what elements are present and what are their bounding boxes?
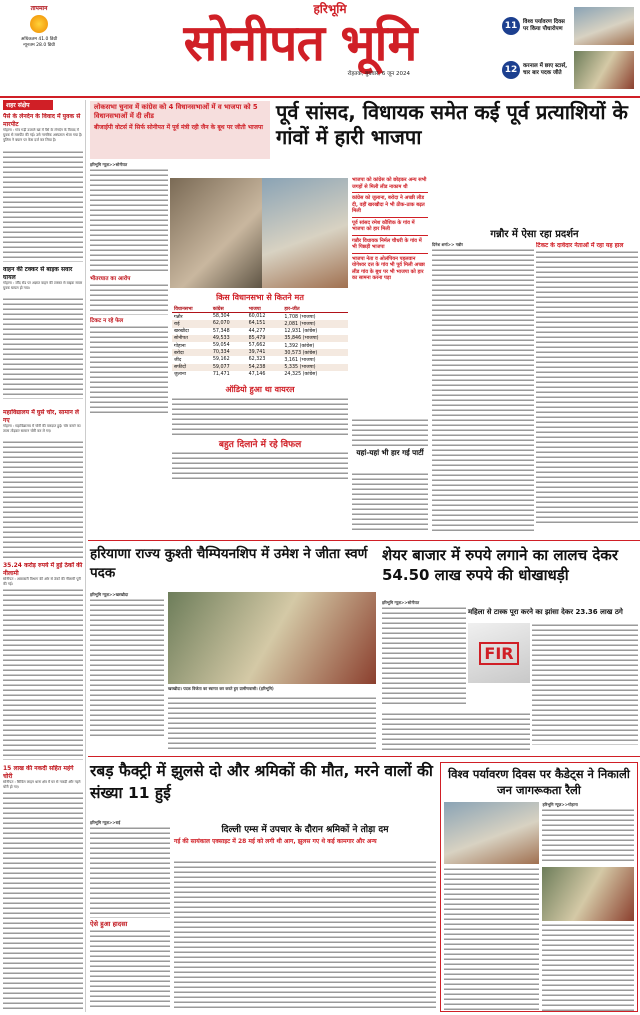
table-cell: 64,151 [247,320,283,327]
rubber-text [90,820,170,1010]
fraud-lines-2 [532,623,638,745]
table-cell: 3,161 (भाजपा) [284,357,316,363]
rubber-byline: हरिभूमि न्यूज़>>राई [90,820,121,825]
rubber-subhead-2: ऐसे हुआ हादसा [90,920,128,928]
environment-lines [542,808,634,864]
brief-body: सोनीपत : आबकारी विभाग की ओर से ठेकों की नीलामी पूरी की गई। [3,577,81,587]
table-cell: जींद [174,357,182,363]
table-cell: 59,077 [211,364,247,371]
table-row [172,349,348,356]
brief-body: गोहाना : जींद रोड पर अज्ञात वाहन की टक्कर से बाइक सवार युवक घायल हो गया। [3,281,83,291]
wrestling-caption: खरखौदा। पदक विजेता का स्वागत कर करते हुए ग्रामीणवासी। (हरिभूमि) [168,686,274,691]
rubber-pointer: गई की सायंकाल एक्साइट में 28 मई को लगी थी आग, झुलस गए थे कई कामगार और अन्य [174,838,377,845]
ganaur-head: गन्नौर में ऐसा रहा प्रदर्शन [490,229,579,240]
wrestling-lines-2 [168,696,376,752]
wrestling-headline: हरियाणा राज्य कुश्ती चैम्पियनशिप में उमेश ने जीता स्वर्ण पदक [90,546,368,581]
fir-graphic [468,623,530,683]
masthead-title: सोनीपत भूमि [183,13,417,72]
teaser-1-page: 11 [502,17,520,35]
ganaur-lines [432,248,534,533]
fraud-lines-3 [382,712,530,750]
rubber-subhead: दिल्ली एम्स में उपचार के दौरान श्रमिकों ने तोड़ा दम [221,825,389,835]
table-cell: 2,081 (भाजपा) [282,320,348,327]
teaser-2[interactable] [502,50,636,90]
teaser-2-photo [574,51,634,89]
brief-item [3,409,83,559]
table-cell: 71,471 [212,371,230,377]
table-cell: 60,012 [248,314,266,320]
table-cell: 85,479 [247,335,283,342]
brief-body: गोहाना : गांव गढ़ी उजाले खां में पैसे के लेनदेन के विवाद में युवक से मारपीट की गई। उसे नागरिक अस्पताल भेजा गया है। पुलिस ने बयान पर केस दर्ज कर लिया है। [3,128,83,143]
brief-body-lines [3,150,83,262]
results-table-header: हार-जीत [282,305,348,313]
lead-kicker-2: बीजाईपी वोटर्स में सिर्फ सोनीपत में पूर्व मंत्री रही जैन के बूथ पर जीती भाजपा [94,124,263,131]
results-table [172,305,348,378]
lead-bullet: कांग्रेस को जुलाना, बरोदा ने अच्छी लीड दी, वहीं खरखौदा ने भी ठीक-ठाक बढ़त मिली [352,193,428,218]
brief-title: 15 लाख की नकदी सहित महंगे चोरी [3,765,74,780]
fraud-text [382,600,466,710]
lead-body-lines [90,283,168,315]
brief-item [3,562,83,762]
rubber-headline: रबड़ फैक्ट्री में झुलसे दो और श्रमिकों की मौत, मरने वालों की संख्या 11 हुई [90,762,433,802]
lead-photo-1 [170,178,262,288]
rubber-lines-2 [174,860,436,1010]
left-column [3,100,86,1012]
brief-title: महाविद्यालय में घुसे चोर, सामान ले गए [3,409,79,424]
lead-kicker-1: लोकसभा चुनाव में कांग्रेस को 4 विधानसभाओं में व भाजपा को 5 विधानसभाओं में दी लीड [94,103,258,120]
lead-left-text [90,162,168,424]
results-table-header: कांग्रेस [211,305,247,313]
brief-title: वाहन की टक्कर से बाइक सवार घायल [3,266,73,281]
left-column-header: शहर संक्षेप [3,100,53,110]
table-cell: 5,335 (भाजपा) [282,364,348,371]
environment-headline: विश्व पर्यावरण दिवस पर कैडेट्स ने निकाली जन जागरूकता रैली [448,767,630,797]
table-row [172,356,348,363]
yaha-lines [352,472,428,532]
lead-bullet: गन्नौर विधायक निर्मल चौधरी के गांव में भी पिछड़ी भाजपा [352,236,428,254]
table-cell: 57,348 [212,328,230,334]
table-cell: सोनीपत [172,335,211,342]
section-rule [88,540,640,541]
temp-max: अधिकतम 41.0 डिग्री [20,37,58,42]
section-rule-2 [88,756,640,757]
brief-item [3,113,83,263]
table-cell: 58,304 [212,314,230,320]
teaser-1-text: विश्व पर्यावरण दिवस पर किया पौधारोपण [523,19,565,32]
right-sidebar-lines [536,250,638,525]
brief-body-lines [3,297,83,399]
table-cell: सफीदों [172,364,211,371]
lead-bullets [352,176,428,416]
table-cell: 39,741 [247,349,283,356]
masthead [120,0,480,78]
brief-title: पैसे के लेनदेन के विवाद में युवक से मारपीट [3,113,81,128]
table-cell: 59,054 [212,343,230,349]
brief-item [3,765,83,1015]
lead-photo-2 [262,178,348,288]
brief-body-lines [3,791,83,1011]
table-row [172,313,348,321]
lead-subhead-2: टिकट न रहे फेल [90,318,124,324]
environment-box [440,762,638,1012]
table-row [172,342,348,349]
brief-title: 35.24 करोड़ रुपये में हुई ठेकों की नीलामी [3,562,83,577]
table-cell: 1,392 (कांग्रेस) [284,343,315,349]
table-row [172,328,348,335]
lead-body-lines [90,168,168,273]
lead-subhead-1: भीतरघात का आरोप [90,276,131,282]
fraud-byline: हरिभूमि न्यूज़>>सोनीपत [382,600,420,605]
lead-bullet: पूर्व सांसद रमेश कौशिक के गांव में भाजपा को हार मिली [352,218,428,236]
lead-bullet: भाजपा नेता व ओलंपियन पहलवान योगेश्वर दत्त के गांव भी पूर्व मिली अच्छा लीड गांव के बूथ पर भी भाजपा को हार का सामना करना पड़ा [352,255,425,281]
table-cell: खरखौदा [174,329,189,335]
table-cell: 59,162 [212,357,230,363]
table-cell: राई [172,320,211,327]
teaser-1[interactable] [502,6,636,46]
lead-byline: हरिभूमि न्यूज़>>सोनीपत [90,162,128,167]
table-cell: 1,708 (भाजपा) [284,314,316,320]
table-row [172,335,348,342]
right-sidebar-head: टिकट के दावेदार नेताओं में रहा यह हाल [536,242,624,249]
ganaur-byline: दिनेश शर्मा>> गन्नौर [432,242,463,247]
results-table-box [172,292,348,382]
table-cell: जुलाना [174,372,186,378]
environment-photo-2 [542,867,634,921]
teaser-2-page: 12 [502,61,520,79]
wrestling-text [90,592,164,742]
teaser-1-photo [574,7,634,45]
rubber-lines [90,826,170,918]
fraud-lines [382,606,466,706]
brief-item [3,266,83,406]
weather-box [4,4,74,56]
table-cell: गन्नौर [174,314,183,320]
lead-mid-lines [352,418,428,446]
right-sidebar [536,242,638,537]
table-row [172,320,348,327]
lead-headline: पूर्व सांसद, विधायक समेत कई पूर्व प्रत्याशियों के गांवों में हारी भाजपा [276,100,628,149]
temp-min: न्यूनतम 28.0 डिग्री [23,43,55,48]
lead-subhead-audio: ऑडियो हुआ था वायरल [225,385,295,394]
table-row [172,371,348,378]
table-cell: गोहाना [174,343,186,349]
yaha-head: यहां-यहां भी हार गई पार्टी [356,448,424,457]
teaser-2-text: करनाल में छाए स्टार्स, चार बार पदक जीते [523,63,568,76]
table-cell: 70,334 [211,349,247,356]
environment-byline: हरिभूमि न्यूज़>>गोहाना [542,802,578,807]
wrestling-byline: हरिभूमि न्यूज़>>खरखौदा [90,592,128,597]
environment-lines-2 [444,867,539,1011]
wrestling-photo [168,592,376,684]
table-cell: 24,325 (कांग्रेस) [284,372,318,378]
table-cell: 30,573 (कांग्रेस) [282,349,348,356]
lead-audio-lines [172,397,348,435]
brief-body: सोनीपत : सिविल लाइन थाना क्षेत्र में घर से नकदी और गहने चोरी हो गए। [3,780,81,790]
table-cell: 49,533 [211,335,247,342]
lead-failed-lines [172,451,348,479]
table-cell: 62,323 [248,357,266,363]
table-cell: 57,662 [248,343,266,349]
sun-icon [30,15,48,33]
masthead-rule [0,96,640,98]
table-cell: 44,277 [248,328,266,334]
dateline: रोहतक, बुधवार, 6 जून 2024 [347,71,410,77]
fir-label: FIR [479,642,518,665]
results-table-title: किस विधानसभा से कितने मत [216,293,304,302]
brief-body-lines [3,440,83,558]
results-table-header: विधानसभा [172,305,211,313]
lead-subhead-failed: बहुत दिलाने में रहे विफल [218,440,302,450]
table-cell: 47,146 [248,371,266,377]
results-table-header: भाजपा [247,305,283,313]
environment-photo [444,802,539,864]
ganaur-column [432,242,534,537]
table-cell: बरोदा [172,349,211,356]
table-cell: 35,846 (भाजपा) [282,335,348,342]
table-cell: 12,931 (कांग्रेस) [284,329,318,335]
wrestling-lines [90,598,164,738]
brief-body: गोहाना : महाविद्यालय में चोरी की वारदात हुई। चोर कमरे का ताला तोड़कर सामान चोरी कर ले गए। [3,424,81,434]
table-row [172,364,348,371]
lead-bullet: भाजपा को कांग्रेस को छोड़कर अन्य सभी जगहों से मिली लीड नाकाम थी [352,176,428,193]
lead-pink-box [90,101,270,159]
table-cell: 54,238 [247,364,283,371]
lead-body-lines [90,325,168,415]
brand-small: हरिभूमि [313,2,347,16]
brief-body-lines [3,588,83,760]
rubber-lines [90,929,170,1009]
environment-lines-3 [542,923,634,1011]
table-cell: 62,070 [211,320,247,327]
weather-label: तापमान [30,5,48,12]
fraud-headline: शेयर बाजार में रुपये लगाने का लालच देकर 54.50 लाख रुपये की धोखाधड़ी [382,546,618,584]
fraud-subhead: महिला से टास्क पूरा करने का झांसा देकर 23.36 लाख ठगे [468,608,623,616]
